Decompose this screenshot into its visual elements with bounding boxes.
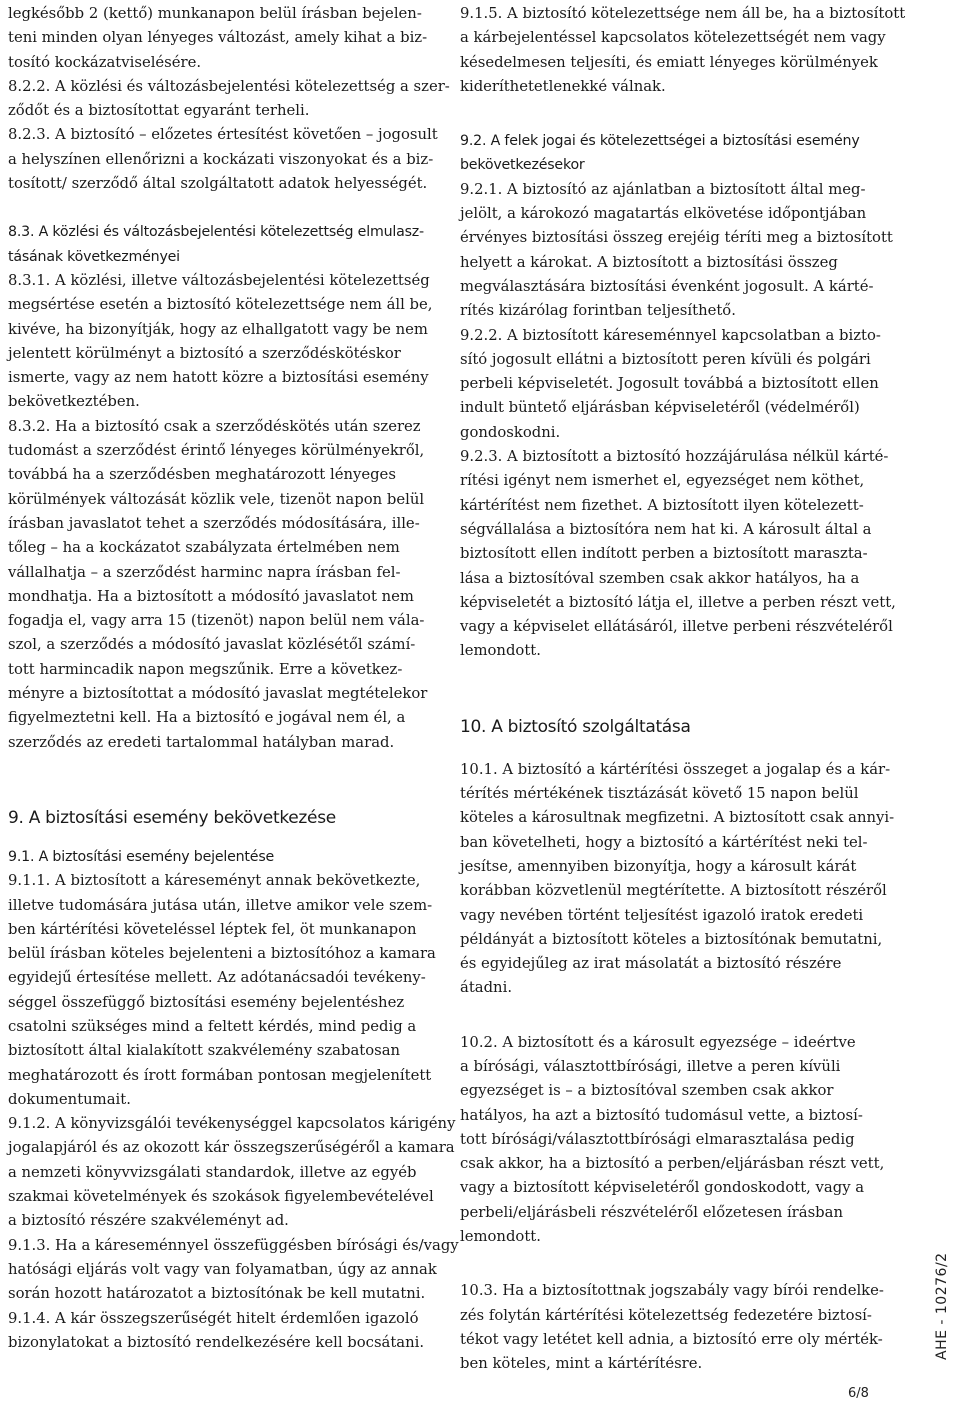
text-line: helyett a károkat. A biztosított a biztosítási összeg: [460, 253, 838, 271]
text-line: tott bírósági/választottbírósági elmarasztalása pedig: [460, 1130, 855, 1148]
text-line: egyezséget is – a biztosítóval szemben csak akkor: [460, 1082, 834, 1100]
text-line: vagy nevében történt teljesítést igazoló iratok eredeti: [460, 906, 864, 924]
text-line: ban követelheti, hogy a biztosító a kártérítést neki tel-: [460, 833, 868, 851]
text-line: 9.2.2. A biztosított káreseménnyel kapcsolatban a bizto-: [460, 326, 881, 344]
text-line: ségvállalása a biztosítóra nem hat ki. A károsult által a: [460, 520, 872, 538]
text-line: lása a biztosítóval szemben csak akkor hatályos, ha a: [460, 569, 860, 587]
text-line: belül írásban köteles bejelenteni a biztosítóhoz a kamara: [8, 945, 436, 963]
text-line: jogalapjáról és az okozott kár összegszerűségéről a kamara: [8, 1139, 455, 1157]
text-line: a kárbejelentéssel kapcsolatos kötelezettségét nem vagy: [460, 29, 886, 47]
document-code: AHE - 10276/2: [934, 1252, 950, 1360]
text-line: hatósági eljárás volt vagy van folyamatban, úgy az annak: [8, 1260, 437, 1278]
text-line: biztosított által kialakított szakvélemény szabatosan: [8, 1042, 401, 1060]
text-line: a bírósági, választottbírósági, illetve a peren kívüli: [460, 1057, 841, 1075]
spacer: [8, 779, 420, 803]
text-line: szakmai követelmények és szokások figyelembevételével: [8, 1188, 434, 1206]
text-line: 10.3. Ha a biztosítottnak jogszabály vagy bírói rendelke-: [460, 1282, 884, 1300]
text-line: csatolni szükséges mind a feltett kérdés, mind pedig a: [8, 1017, 417, 1035]
text-line: és egyidejűleg az irat másolatát a biztosító részére: [460, 955, 842, 973]
text-line: hatályos, ha azt a biztosító tudomásul vette, a biztosí-: [460, 1106, 863, 1124]
text-line: zés folytán kártérítési kötelezettség fedezetére biztosí-: [460, 1306, 872, 1324]
text-line: 9.1.4. A kár összegszerűségét hitelt érdemlően igazoló: [8, 1309, 419, 1327]
text-line: tott harmincadik napon megszűnik. Erre a következ-: [8, 660, 403, 678]
text-line: rítési igényt nem ismerhet el, egyezséget nem köthet,: [460, 472, 865, 490]
text-line: körülmények változását közlik vele, tizenöt napon belül: [8, 490, 425, 508]
text-line: 9.1.1. A biztosított a káreseményt annak bekövetkezte,: [8, 872, 421, 890]
text-line: biztosított ellen indított perben a biztosított maraszta-: [460, 545, 868, 563]
text-line: tosító kockázatviselésére.: [8, 53, 202, 71]
spacer: [460, 664, 880, 688]
spacer: [8, 196, 420, 220]
text-line: továbbá ha a szerződésben meghatározott lényeges: [8, 466, 396, 484]
text-line: gondoskodni.: [460, 423, 561, 441]
text-line: korábban közvetlenül megtérítette. A biztosított részéről: [460, 882, 887, 900]
text-line: kideríthetetlenekké válnak.: [460, 77, 666, 95]
spacer: [460, 1001, 880, 1031]
text-line: perbeli képviseletét. Jogosult továbbá a biztosított ellen: [460, 375, 879, 393]
text-line: megválasztására biztosítási évenként jogosult. A kárté-: [460, 277, 874, 295]
text-line: kártérítést nem fizethet. A biztosított ilyen kötelezett-: [460, 496, 864, 514]
text-line: képviseletét a biztosító látja el, illetve a perben részt vett,: [460, 593, 896, 611]
text-line: 10.2. A biztosított és a károsult egyezsége – ideértve: [460, 1033, 856, 1051]
text-line: egyidejű értesítése mellett. Az adótanácsadói tevékeny-: [8, 969, 426, 987]
text-line: bekövetkeztében.: [8, 393, 140, 411]
text-line: 9.1.3. Ha a káreseménnyel összefüggésben bírósági és/vagy: [8, 1236, 459, 1254]
text-line: legkésőbb 2 (kettő) munkanapon belül írásban bejelen-: [8, 5, 422, 22]
right-column: [460, 0, 906, 1377]
text-line: dokumentumait.: [8, 1090, 131, 1108]
text-line: megsértése esetén a biztosító kötelezettsége nem áll be,: [8, 296, 433, 314]
spacer: [8, 755, 420, 779]
text-line: késedelmesen teljesíti, és emiatt lényeges körülmények: [460, 53, 878, 71]
text-line: tékot vagy letétet kell adnia, a biztosító erre oly mérték-: [460, 1330, 883, 1348]
subheading: 9.1. A biztosítási esemény bejelentése: [8, 848, 275, 865]
spacer: [8, 833, 420, 845]
text-line: 9.1.2. A könyvizsgálói tevékenységgel kapcsolatos kárigény: [8, 1115, 456, 1133]
text-line: térítés mértékének tisztázását követő 15 napon belül: [460, 785, 859, 803]
text-line: figyelmeztetni kell. Ha a biztosító e jogával nem él, a: [8, 709, 406, 727]
text-line: teni minden olyan lényeges változást, amely kihat a biz-: [8, 29, 428, 47]
text-line: jelölt, a károkozó magatartás elkövetése időpontjában: [460, 205, 867, 223]
text-line: ményre a biztosítottat a módosító javaslat megtételekor: [8, 685, 428, 703]
text-line: 8.3.1. A közlési, illetve változásbejelentési kötelezettség: [8, 271, 430, 289]
text-line: 8.2.2. A közlési és változásbejelentési kötelezettség a szer-: [8, 77, 450, 95]
text-line: vagy a biztosított képviseletéről gondoskodott, vagy a: [460, 1179, 865, 1197]
text-line: szol, a szerződés a módosító javaslat közlésétől számí-: [8, 636, 416, 654]
text-line: illetve tudomására jutása után, illetve amikor vele szem-: [8, 896, 433, 914]
text-line: ződőt és a biztosítottat egyaránt terheli.: [8, 102, 310, 120]
section-heading: 10. A biztosító szolgáltatása: [460, 716, 691, 737]
text-line: 9.2.1. A biztosító az ajánlatban a biztosított által meg-: [460, 180, 866, 198]
subheading: 8.3. A közlési és változásbejelentési kötelezettség elmulasz-: [8, 224, 424, 241]
subheading: 9.2. A felek jogai és kötelezettségei a biztosítási esemény: [460, 133, 860, 150]
text-line: a helyszínen ellenőrizni a kockázati viszonyokat és a biz-: [8, 150, 434, 168]
spacer: [460, 742, 880, 758]
text-line: 8.3.2. Ha a biztosító csak a szerződéskötés után szerez: [8, 417, 421, 435]
text-line: kivéve, ha bizonyítják, hogy az elhallgatott vagy be nem: [8, 320, 428, 338]
text-line: séggel összefüggő biztosítási esemény bejelentéshez: [8, 993, 405, 1011]
text-line: bizonylatokat a biztosító rendelkezésére kell bocsátani.: [8, 1333, 425, 1351]
text-line: meghatározott és írott formában pontosan megjelenített: [8, 1066, 432, 1084]
text-line: csak akkor, ha a biztosító a perben/eljárásban részt vett,: [460, 1155, 885, 1173]
spacer: [460, 99, 880, 129]
text-line: ben köteles, mint a kártérítésre.: [460, 1355, 703, 1373]
text-line: 8.2.3. A biztosító – előzetes értesítést követően – jogosult: [8, 126, 438, 144]
text-line: lemondott.: [460, 1228, 541, 1246]
text-line: rítés kizárólag forintban teljesíthető.: [460, 302, 736, 320]
text-line: ben kártérítési követeléssel léptek fel, öt munkanapon: [8, 920, 417, 938]
text-line: érvényes biztosítási összeg erejéig téríti meg a biztosított: [460, 229, 893, 247]
text-line: szerződés az eredeti tartalommal hatályban marad.: [8, 733, 395, 751]
text-line: a nemzeti könyvvizsgálati standardok, illetve az egyéb: [8, 1163, 417, 1181]
text-line: tőleg – ha a kockázatot szabályzata értelmében nem: [8, 539, 400, 557]
text-line: mondhatja. Ha a biztosított a módosító javaslatot nem: [8, 587, 414, 605]
text-line: fogadja el, vagy arra 15 (tizenöt) napon belül nem vála-: [8, 612, 425, 630]
subheading: bekövetkezésekor: [460, 157, 585, 174]
text-line: során hozott határozatot a biztosítónak be kell mutatni.: [8, 1285, 426, 1303]
text-line: 10.1. A biztosító a kártérítési összeget a jogalap és a kár-: [460, 760, 891, 778]
subheading: tásának következményei: [8, 248, 180, 265]
spacer: [460, 688, 880, 712]
text-line: köteles a károsultnak megfizetni. A biztosított csak annyi-: [460, 809, 895, 827]
text-line: tudomást a szerződést érintő lényeges körülményekről,: [8, 442, 425, 460]
text-line: írásban javaslatot tehet a szerződés módosítására, ille-: [8, 514, 420, 532]
text-line: vagy a képviselet ellátásáról, illetve perbeni részvételéről: [460, 618, 893, 636]
left-column: [8, 0, 459, 1355]
text-line: jelentett körülményt a biztosító a szerződéskötéskor: [8, 344, 401, 362]
text-line: jesítse, amennyiben bizonyítja, hogy a károsult kárát: [460, 857, 857, 875]
text-line: lemondott.: [460, 642, 541, 660]
text-line: perbeli/eljárásbeli részvételéről előzetesen írásban: [460, 1203, 843, 1221]
text-line: 9.1.5. A biztosító kötelezettsége nem áll be, ha a biztosított: [460, 5, 906, 22]
text-line: példányát a biztosított köteles a biztosítónak bemutatni,: [460, 930, 883, 948]
text-line: sító jogosult ellátni a biztosított peren kívüli és polgári: [460, 350, 871, 368]
text-line: 9.2.3. A biztosított a biztosító hozzájárulása nélkül kárté-: [460, 448, 889, 466]
text-line: átadni.: [460, 979, 513, 997]
text-line: indult büntető eljárásban képviseletéről (védelméről): [460, 399, 860, 417]
spacer: [460, 1249, 880, 1279]
section-heading: 9. A biztosítási esemény bekövetkezése: [8, 807, 336, 828]
text-line: ismerte, vagy az nem hatott közre a biztosítási esemény: [8, 369, 429, 387]
text-line: tosított/ szerződő által szolgáltatott adatok helyességét.: [8, 175, 428, 193]
text-line: vállalhatja – a szerződést harminc napra írásban fel-: [8, 563, 401, 581]
page-number: 6/8: [848, 1386, 869, 1401]
text-line: a biztosító részére szakvéleményt ad.: [8, 1212, 289, 1230]
